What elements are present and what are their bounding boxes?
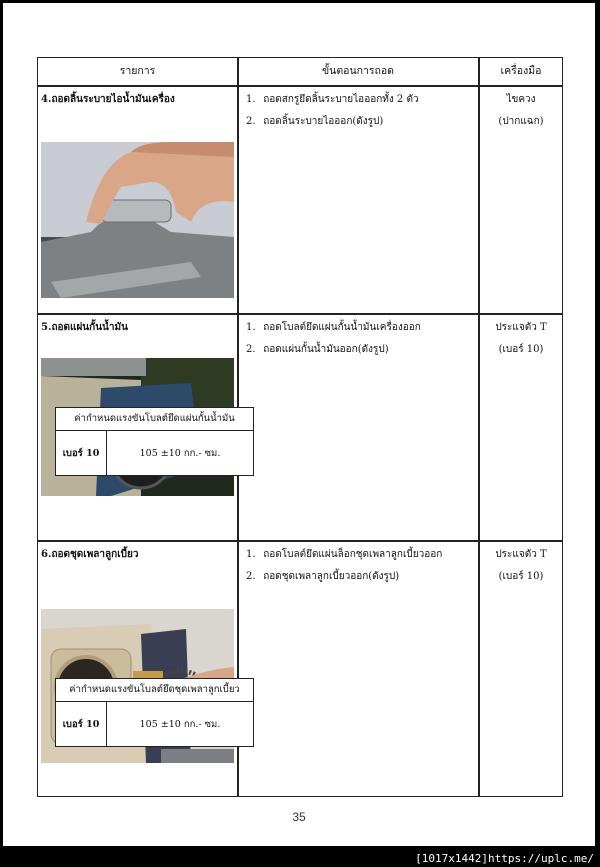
page-number: 35 — [292, 810, 306, 824]
header-item: รายการ — [119, 65, 156, 77]
header-steps: ขั้นตอนการถอด — [321, 65, 395, 77]
row-divider — [38, 85, 562, 87]
row-divider — [38, 540, 562, 542]
torque-spec-table — [55, 407, 254, 476]
tool-name: ประแจตัว T — [495, 549, 547, 560]
image-source-footer: [1017x1442]https://uplc.me/ — [415, 852, 594, 865]
tool-detail: (ปากแฉก) — [498, 116, 544, 127]
torque-value: 105 ±10 กก.- ซม. — [139, 718, 221, 730]
step-item: 1. ถอดสกรูยึดลิ้นระบายไอออกทั้ง 2 ตัว — [246, 94, 419, 105]
column-divider — [478, 58, 480, 796]
tool-name: ไขควง — [506, 94, 536, 105]
step-item: 2. ถอดลิ้นระบายไอออก(ดังรูป) — [246, 116, 384, 127]
tool-detail: (เบอร์ 10) — [498, 344, 544, 355]
document-page — [3, 3, 595, 846]
step-item: 1. ถอดโบลต์ยึดแผ่นกั้นน้ำมันเครื่องออก — [246, 322, 421, 333]
torque-size: เบอร์ 10 — [56, 431, 107, 475]
torque-size: เบอร์ 10 — [56, 702, 107, 746]
step-item: 2. ถอดชุดเพลาลูกเบี้ยวออก(ดังรูป) — [246, 571, 400, 582]
row-title: 6.ถอดชุดเพลาลูกเบี้ยว — [41, 549, 139, 560]
step-item: 1. ถอดโบลต์ยึดแผ่นล็อกชุดเพลาลูกเบี้ยวออก — [246, 549, 443, 560]
row-title: 4.ถอดลิ้นระบายไอน้ำมันเครื่อง — [41, 94, 175, 105]
torque-spec-table — [55, 678, 254, 747]
torque-value: 105 ±10 กก.- ซม. — [139, 447, 221, 459]
row-divider — [38, 313, 562, 315]
step-item: 2. ถอดแผ่นกั้นน้ำมันออก(ดังรูป) — [246, 344, 389, 355]
header-tools: เครื่องมือ — [500, 65, 542, 77]
tool-name: ประแจตัว T — [495, 322, 547, 333]
disassembly-table — [37, 57, 563, 797]
tool-detail: (เบอร์ 10) — [498, 571, 544, 582]
photo-breather-plate — [41, 142, 234, 298]
row-title: 5.ถอดแผ่นกั้นน้ำมัน — [41, 322, 128, 333]
torque-header: ค่ากำหนดแรงขันโบลต์ยึดชุดเพลาลูกเบี้ยว — [56, 679, 253, 702]
torque-header: ค่ากำหนดแรงขันโบลต์ยึดแผ่นกั้นน้ำมัน — [56, 408, 253, 431]
